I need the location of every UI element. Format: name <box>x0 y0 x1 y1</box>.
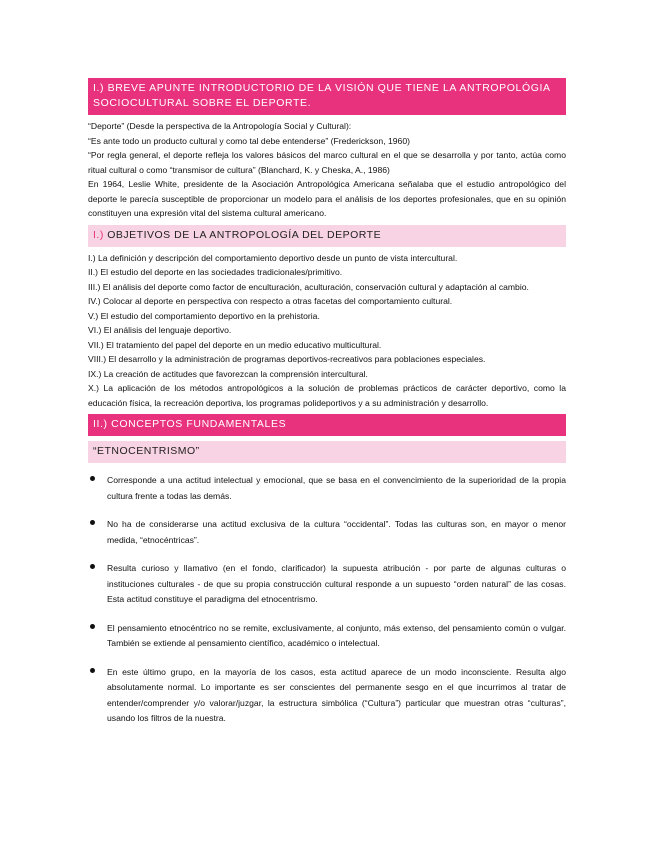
objectives-heading-text: OBJETIVOS DE LA ANTROPOLOGÍA DEL DEPORTE <box>103 228 382 241</box>
list-item <box>88 561 566 608</box>
objective-item: II.) El estudio del deporte en las sociedades tradicionales/primitivo. <box>88 267 343 277</box>
objective-item: IX.) La creación de actitudes que favorezcan la comprensión intercultural. <box>88 368 368 379</box>
objective-item: IV.) Colocar al deporte en perspectiva con respecto a otras facetas del comportamiento cultural. <box>88 296 453 306</box>
subheading-etnocentrismo: “ETNOCENTRISMO” <box>88 441 566 463</box>
objectives-heading-number: I.) <box>93 228 104 241</box>
bullet-list <box>88 473 566 727</box>
objective-item: III.) El análisis del deporte como factor de enculturación, aculturación, conservación cultural y adaptación al cambio. <box>88 281 529 292</box>
intro-paragraph: En 1964, Leslie White, presidente de la Asociación Antropológica Americana señalaba que el estudio antropológico del deporte le parecía susceptible de proporcionar un modelo para el análisis de los deportes profesionales, que en su opinión constituyen una expresión vital del sistema cultural americano. <box>88 179 566 218</box>
list-item <box>88 517 566 548</box>
bullet-text: Corresponde a una actitud intelectual y emocional, que se basa en el convencimiento de la superioridad de la propia cultura frente a todas las demás. <box>107 475 566 501</box>
bullet-icon <box>90 668 95 673</box>
bullet-icon <box>90 624 95 629</box>
intro-line-1: “Deporte” (Desde la perspectiva de la Antropología Social y Cultural): <box>88 121 352 131</box>
objective-item: VII.) El tratamiento del papel del deporte en un medio educativo multicultural. <box>88 339 382 350</box>
objective-item: VIII.) El desarrollo y la administración de programas deportivos-recreativos para poblaciones especiales. <box>88 354 486 364</box>
list-item <box>88 621 566 652</box>
bullet-text: No ha de considerarse una actitud exclusiva de la cultura “occidental”. Todas las culturas son, en mayor o menor medida, “etnocéntricas”. <box>107 519 566 545</box>
intro-line-2: “Es ante todo un producto cultural y como tal debe entenderse” (Frederickson, 1960) <box>88 135 410 146</box>
bullet-icon <box>90 476 95 481</box>
section-heading-intro: I.) BREVE APUNTE INTRODUCTORIO DE LA VISIÓN QUE TIENE LA ANTROPOLÓGIA SOCIOCULTURAL SOBRE EL DEPORTE. <box>88 78 566 115</box>
bullet-text: En este último grupo, en la mayoría de los casos, esta actitud aparece de un modo inconsciente. Resulta algo absolutamente normal. Lo importante es ser conscientes del permanente sesgo en el que incurrimos al tratar de entender/comprender y/o valorar/juzgar, la estructura simbólica (“Cultura”) particular que muestran otras “culturas”, usando los filtros de la nuestra. <box>107 666 566 723</box>
objective-item: I.) La definición y descripción del comportamiento deportivo desde un punto de vista intercultural. <box>88 252 458 263</box>
objective-item: V.) El estudio del comportamiento deportivo en la prehistoria. <box>88 310 320 321</box>
section-heading-concepts: II.) CONCEPTOS FUNDAMENTALES <box>88 414 566 436</box>
section-heading-objectives <box>88 225 566 247</box>
document-page <box>88 78 566 740</box>
list-item <box>88 473 566 504</box>
bullet-icon <box>90 564 95 569</box>
intro-line-3: “Por regla general, el deporte refleja los valores básicos del marco cultural en el que se desarrolla y por tanto, actúa como ritual cultural o como “transmisor de cultura” (Blanchard, K. y Cheska, A., 1986) <box>88 150 566 175</box>
bullet-icon <box>90 520 95 525</box>
objective-item: VI.) El análisis del lenguaje deportivo. <box>88 325 232 335</box>
objective-item: X.) La aplicación de los métodos antropológicos a la solución de problemas prácticos de carácter deportivo, como la educación física, la recreación deportiva, los programas polideportivos y a su administración y desarrollo. <box>88 383 566 408</box>
bullet-text: El pensamiento etnocéntrico no se remite, exclusivamente, al conjunto, más extenso, del pensamiento común o vulgar. También se extiende al pensamiento científico, académico o intelectual. <box>107 622 566 648</box>
list-item <box>88 665 566 727</box>
bullet-text: Resulta curioso y llamativo (en el fondo, clarificador) la supuesta atribución - por parte de algunas culturas o instituciones culturales - de que su propia construcción cultural responde a un supuesto “orden natural” de las cosas. Esta actitud constituye el paradigma del etnocentrismo. <box>107 563 566 604</box>
